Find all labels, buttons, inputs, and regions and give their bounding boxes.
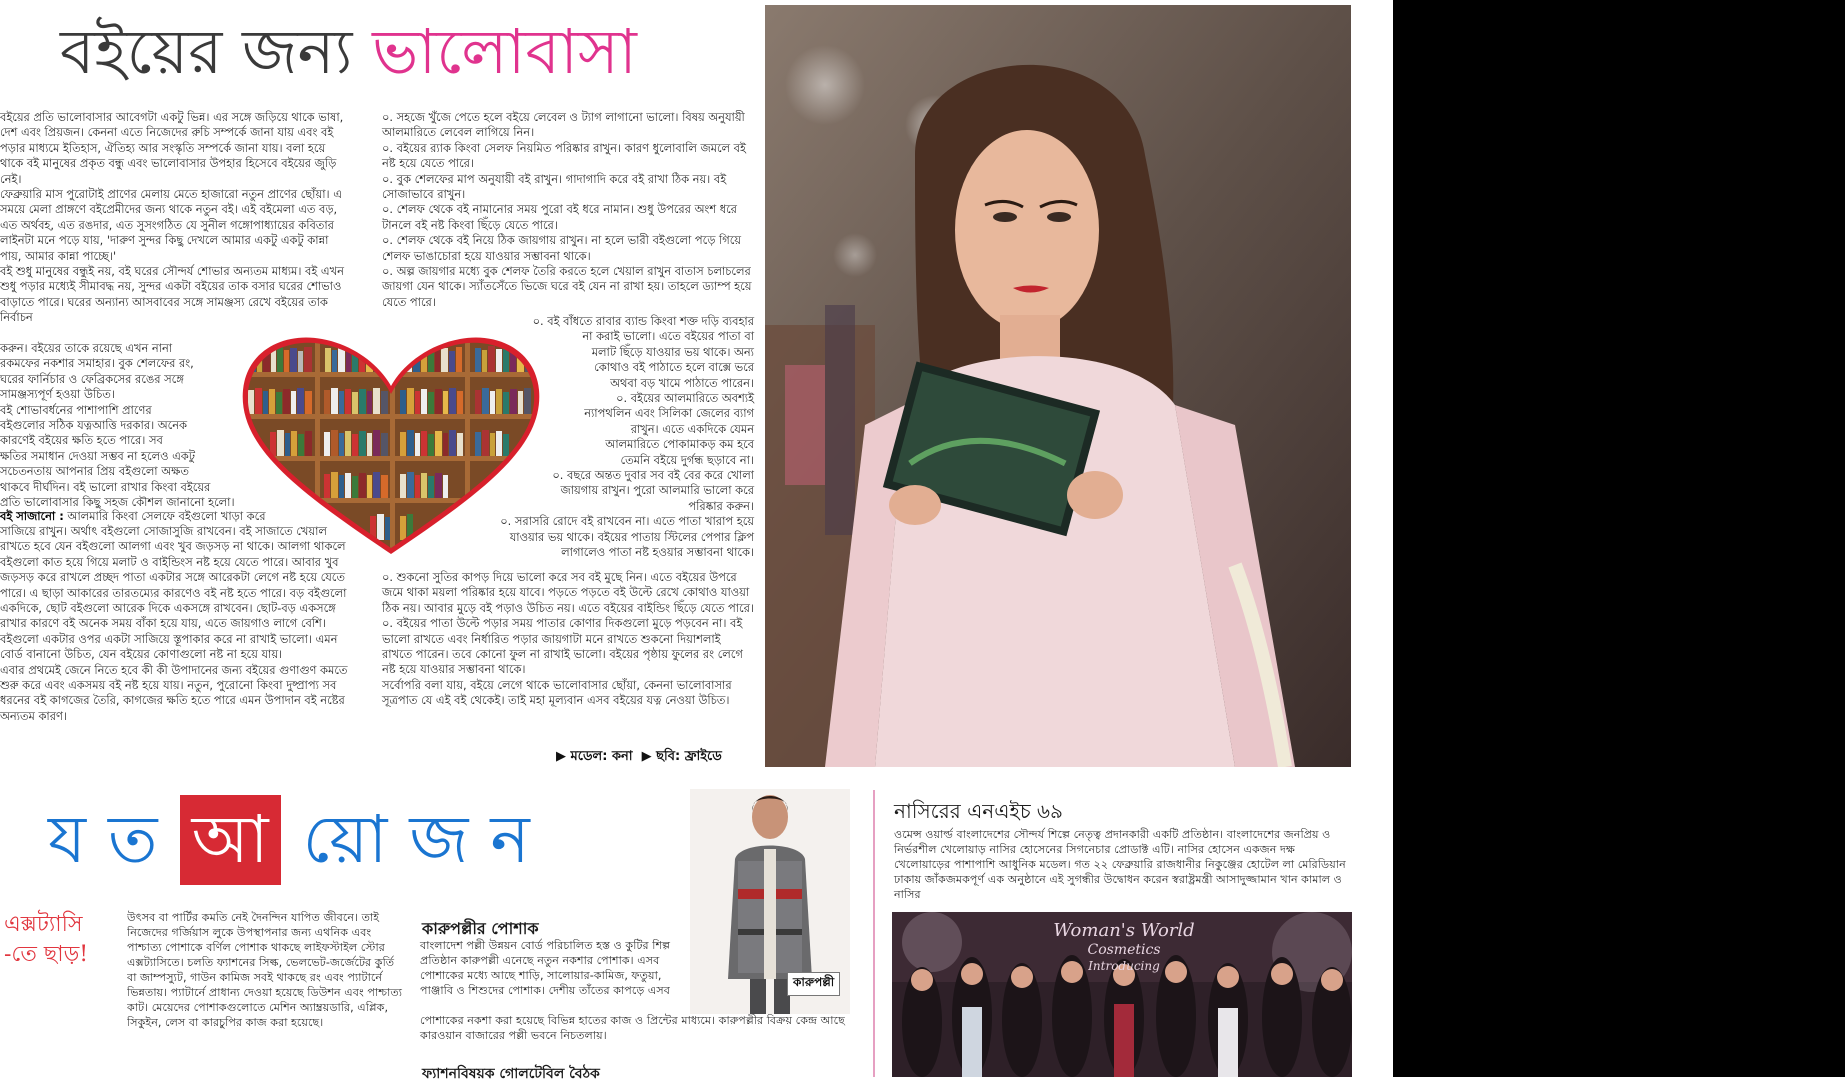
article-col2-top: ০. সহজে খুঁজে পেতে হলে বইয়ে লেবেল ও ট্যাগ লাগানো ভালো। বিষয় অনুযায়ী আলমারিতে লেবেল লাগিয়ে নিন। ০. বইয়ের র‍্যাক কিংবা সেলফ নিয়মিত পরিষ্কার রাখুন। কারণ ধুলোবালি জমলে বই নষ্ট হয়ে যেতে পারে। ০. বুক শেলফের মাপ অনুযায়ী বই রাখুন। গাদাগাদি করে বই রাখা ঠিক নয়। বই সোজাভাবে রাখুন। ০. শেলফ থেকে বই নামানোর সময় পুরো বই ধরে নামান। শুধু উপরের অংশ ধরে টানলে বই নষ্ট কিংবা ছিঁড়ে যেতে পারে। ০. শেলফ থেকে বই নিয়ে ঠিক জায়গায় রাখুন। না হলে ভারী বইগুলো পড়ে গিয়ে শেলফ ভাঙাচোরা হয়ে যাওয়ার সম্ভাবনা থাকে। ০. অল্প জায়গার মধ্যে বুক শেলফ তৈরি করতে হলে খেয়াল রাখুন বাতাস চলাচলের জায়গা যেন থাকে। স্যাঁতসেঁতে ভিজে ঘরে বই যেন না রাখা হয়। তাহলে ড্যাম্প হয়ে যেতে পারে। [382, 110, 752, 309]
karupalli-photo-caption: কারুপল্লী [787, 972, 840, 996]
feature-title-part2: ভালোবাসা [372, 15, 637, 88]
credit-model: মডেল: কনা [570, 749, 633, 764]
heart-bookshelf-illustration [240, 336, 542, 556]
article-col1-top: বইয়ের প্রতি ভালোবাসার আবেগটা একটু ভিন্ন। এর সঙ্গে জড়িয়ে থাকে ভাষা, দেশ এবং প্রিয়জন। কেননা এতে নিজেদের রুচি সম্পর্কে জানা যায় এবং বই পড়ার মাধ্যমে ইতিহাস, ঐতিহ্য আর সংস্কৃতি সম্পর্কে জানা যায়। বলা হয়ে থাকে বই মানুষের প্রকৃত বন্ধু এবং ভালোবাসার উপহার হিসেবে বইয়ের জুড়ি নেই। ফেব্রুয়ারি মাস পুরোটাই প্রাণের মেলায় মেতে হাজারো নতুন প্রাণের ছোঁয়া। এ সময়ে মেলা প্রাঙ্গণে বইপ্রেমীদের জন্য থাকে নতুন বই। এই বইমেলা এত বড়, এত অর্থবহ, এত রঙদার, এত সুসংগঠিত যে সুনীল গঙ্গোপাধ্যায়ের কবিতার লাইনটা মনে পড়ে যায়, 'দারুণ সুন্দর কিছু দেখলে আমার একটু একটু কান্না পায়, আমার কান্না পাচ্ছে।' বই শুধু মানুষের বন্ধুই নয়, বই ঘরের সৌন্দর্য শোভার অন্যতম মাধ্যম। বই এখন শুধু পড়ার মধ্যেই সীমাবদ্ধ নয়, সুন্দর একটা বইয়ের তাক বসার ঘরের শোভাও বাড়াতে পারে। ঘরের অন্যান্য আসবাবের সঙ্গে সামঞ্জস্য রেখে বইয়ের তাক নির্বাচন [0, 110, 344, 325]
credit-photo: ছবি: ফ্রাইডে [656, 749, 722, 764]
photo-credits: ▶ মডেল: কনা ▶ ছবি: ফ্রাইডে [556, 749, 722, 764]
heading-letter-5: জ [409, 801, 469, 878]
feature-title [60, 12, 700, 92]
heading-letter-1: য [48, 801, 87, 878]
heading-letter-4: য়ো [302, 801, 388, 878]
roundtable-title: ফ্যাশনবিষয়ক গোলটেবিল বৈঠক [422, 1066, 600, 1082]
subheading-arrangement: বই সাজানো : [0, 509, 64, 523]
heading-letter-2: ত [108, 801, 158, 878]
karupalli-body: বাংলাদেশ পল্লী উন্নয়ন বোর্ড পরিচালিত হস্ত ও কুটির শিল্প প্রতিষ্ঠান কারুপল্লী এনেছে নতুন নকশার পোশাক। এসব পোশাকের মধ্যে আছে শাড়ি, সালোয়ার-কামিজ, ফতুয়া, পাঞ্জাবি ও শিশুদের পোশাক। দেশীয় তাঁতের কাপড়ে এসব [420, 939, 671, 997]
banner-line1: Woman's World [1053, 920, 1195, 941]
article-col2-wrap: ০. বই বাঁধতে রাবার ব্যান্ড কিংবা শক্ত দড়ি ব্যবহার না করাই ভালো। এতে বইয়ের পাতা বা মলাট ছিঁড়ে যাওয়ার ভয় থাকে। অন্য কোথাও বই পাঠাতে হলে বাক্সে ভরে অথবা বড় খামে পাঠাতে পারেন। ০. বইয়ের আলমারিতে অবশ্যই ন্যাপথলিন এবং সিলিকা জেলের ব্যাগ রাখুন। এতে একদিকে যেমন আলমারিতে পোকামাকড় কম হবে তেমনি বইয়ে দুর্গন্ধ ছড়াবে না। ০. বছরে অন্তত দুবার সব বই বের করে খোলা জায়গায় রাখুন। পুরো আলমারি ভালো করে পরিষ্কার করুন। ০. সরাসরি রোদে বই রাখবেন না। এতে পাতা খারাপ হয়ে যাওয়ার ভয় থাকে। বইয়ের পাতায় স্টিলের পেপার ক্লিপ লাগালেও পাতা নষ্ট হওয়ার সম্ভাবনা থাকে। [500, 314, 754, 560]
nasir-title: নাসিরের এনএইচ ৬৯ [894, 799, 1063, 823]
right-margin-bar [1393, 0, 1845, 1077]
section-divider [873, 790, 875, 1077]
karupalli-body-2: পোশাকের নকশা করা হয়েছে বিভিন্ন হাতের কাজ ও প্রিন্টের মাধ্যমে। কারুপল্লীর বিক্রয় কেন্দ্র আছে কারওয়ান বাজারের পল্লী ভবনে নিচতলায়। [420, 1014, 845, 1042]
article-col1-wrap: করুন। বইয়ের তাকে রয়েছে এখন নানা রকমফের নকশার সমাহার। বুক শেলফের রং, ঘরের ফার্নিচার ও ফেব্রিকসের রঙের সঙ্গে সামঞ্জস্যপূর্ণ হওয়া উচিত। বই শোভাবর্ধনের পাশাপাশি প্রাণের বইগুলোর সঠিক যত্নআত্তি দরকার। অনেক কারণেই বইয়ের ক্ষতি হতে পারে। সব ক্ষতির সমাধান দেওয়া সম্ভব না হলেও একটু সচেতনতায় আপনার প্রিয় বইগুলো অক্ষত থাকবে দীর্ঘদিন। বই ভালো রাখার কিংবা বইয়ের প্রতি ভালোবাসার কিছু সহজ কৌশল জানানো হলো। [0, 341, 235, 510]
banner-line3: Introducing [1088, 959, 1160, 973]
ecstasy-promo-title: এক্সট্যাসি -তে ছাড়! [4, 912, 89, 967]
article-col2-bottom: ০. শুকনো সুতির কাপড় দিয়ে ভালো করে সব বই মুছে নিন। এতে বইয়ের উপরে জমে থাকা ময়লা পরিষ্কার হয়ে যাবে। পড়তে পড়তে বই উল্টে রেখে কোথাও যাওয়া ঠিক নয়। আবার মুড়ে বই পড়াও উচিত নয়। এতে বইয়ের বাইন্ডিং ছিঁড়ে যেতে পারে। ০. বইয়ের পাতা উল্টে পড়ার সময় পাতার কোণার দিকগুলো মুড়ে পড়বেন না। বই ভালো রাখতে এবং নির্ধারিত পড়ার জায়গাটা মনে রাখতে শুকনো দিয়াশলাই রাখতে পারেন। তবে কোনো ফুল না রাখাই ভালো। বইয়ের পৃষ্ঠায় ফুলের রং লেগে নষ্ট হয়ে যাওয়ার সম্ভাবনা থাকে। সর্বোপরি বলা যায়, বইয়ে লেগে থাকে ভালোবাসার ছোঁয়া, কেননা ভালোবাসার সূত্রপাত যে এই বই থেকেই। তাই মহা মূল্যবান এসব বইয়ের যত্ন নেওয়া উচিত। [382, 570, 754, 708]
banner-line2: Cosmetics [1087, 942, 1161, 958]
feature-photo-woman-reading [765, 5, 1351, 767]
nasir-body: ওমেন্স ওয়ার্ল্ড বাংলাদেশের সৌন্দর্য শিল্পে নেতৃত্ব প্রদানকারী একটি প্রতিষ্ঠান। বাংলাদেশের জনপ্রিয় ও নির্ভরশীল খেলোয়াড় নাসির হোসেনের সিগনেচার প্রোডাক্ট এটি। নাসির হোসেন একজন দক্ষ খেলোয়াড়ের পাশাপাশি আধুনিক মডেল। গত ২২ ফেব্রুয়ারি রাজধানীর নিকুঞ্জের হোটেল লা মেরিডিয়ান ঢাকায় জাঁকজমকপূর্ণ এক অনুষ্ঠানে এই সুগন্ধীর উদ্বোধন করেন স্বরাষ্ট্রমন্ত্রী আসাদুজ্জামান খান কামাল ও নাসির [894, 828, 1346, 901]
karupalli-title: কারুপল্লীর পোশাক [422, 919, 539, 938]
event-launch-photo [892, 912, 1352, 1077]
subheading-text: আলমারি কিংবা সেলফে বইগুলো খাড়া করে [63, 509, 266, 523]
article-col1-bottom: সাজিয়ে রাখুন। অর্থাৎ বইগুলো সোজাসুজি রাখবেন। বই সাজাতে খেয়াল রাখতে হবে যেন বইগুলো আলগা এবং খুব জড়সড় না থাকে। আলগা থাকলে বইগুলো কাত হয়ে গিয়ে মলাট ও বাইন্ডিংস নষ্ট হয়ে যেতে পারে। আবার খুব জড়সড় করে রাখলে প্রচ্ছদ পাতা একটার সঙ্গে আরেকটা লেগে নষ্ট হয়ে যেতে পারে। এ ছাড়া আকারের তারতম্যের কারণেও বই নষ্ট হতে পারে। বড় বইগুলো একদিকে, ছোট বইগুলো আরেক দিকে একসঙ্গে রাখবেন। ছোট-বড় একসঙ্গে রাখার কারণে বই অনেক সময় বাঁকা হয়ে যায়, এতে জায়গাও লাগে বেশি। বইগুলো একটার ওপর একটা সাজিয়ে স্তূপাকার করে না রাখাই ভালো। এমন বোর্ড বানানো উচিত, যেন বইয়ের কোণাগুলো নষ্ট না হয়ে যায়। এবার প্রথমেই জেনে নিতে হবে কী কী উপাদানের জন্য বইয়ের গুণাগুণ কমতে শুরু করে এবং একসময় বই নষ্ট হয়ে যায়। নতুন, পুরোনো কিংবা দুষ্প্রাপ্য সব ধরনের বই কাগজের তৈরি, কাগজের ক্ষতি হতে পারে এমন উপাদান বই নষ্টের অন্যতম কারণ। [0, 524, 348, 723]
heading-letter-6: ন [490, 801, 530, 878]
feature-title-part1: বইয়ের জন্য [60, 15, 373, 88]
ecstasy-promo-body: উৎসব বা পার্টির কমতি নেই দৈনন্দিন যাপিত জীবনে। তাই নিজেদের গর্জিয়াস লুকে উপস্থাপনার জন্য এথনিক এবং পাশ্চাত্য পোশাকে বর্ণিল পোশাক থাকছে লাইফস্টাইল স্টোর এক্সট্যাসিতে। চলতি ফ্যাশনের সিল্ক, ভেলভেট-জর্জেটের কুর্তি বা জাম্পস্যুট, গাউন কামিজ সবই থাকছে রং এবং প্যাটার্নে ভিন্নতায়। প্যাটার্নে প্রাধান্য দেওয়া হয়েছে ডিউশন এবং পাশ্চাত্য কাট। মেয়েদের পোশাকগুলোতে মেশিন অ্যাম্ব্রয়ডারি, এপ্লিক, সিকুইন, লেস বা কারচুপির কাজ করা হয়েছে। [127, 911, 402, 1029]
section-heading-joto-ayojon [48, 795, 552, 885]
heading-letter-3: আ [180, 795, 281, 885]
